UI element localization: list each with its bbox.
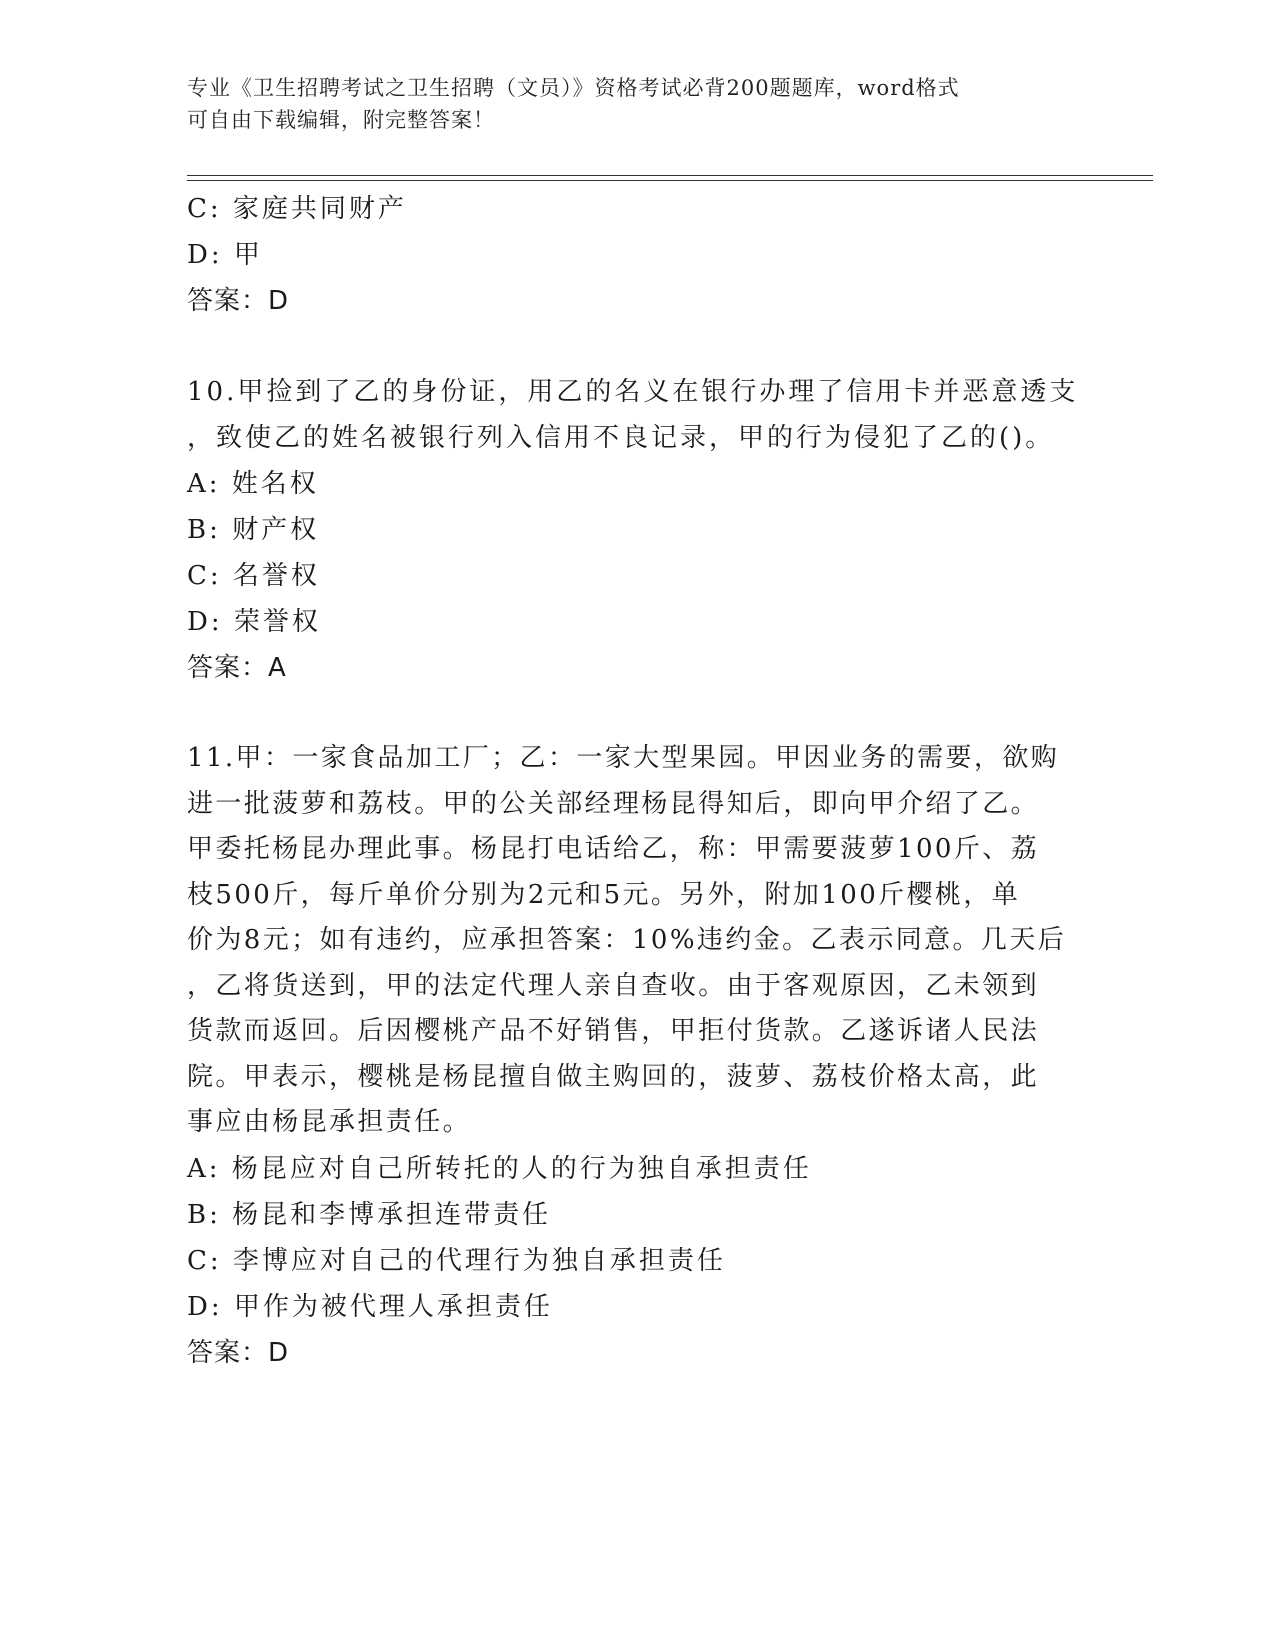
question-10-option-c: C: 名誉权 <box>187 561 320 591</box>
question-11-option-d: D: 甲作为被代理人承担责任 <box>187 1291 553 1322</box>
question-10-stem-line-2: ，致使乙的姓名被银行列入信用不良记录，甲的行为侵犯了乙的()。 <box>187 423 1055 453</box>
header-divider-bottom <box>187 180 1153 181</box>
question-11-option-a: A: 杨昆应对自己所转托的人的行为独自承担责任 <box>187 1153 812 1184</box>
question-11-stem-line-9: 事应由杨昆承担责任。 <box>187 1107 472 1137</box>
header-title-line-2: 可自由下载编辑，附完整答案！ <box>187 108 495 132</box>
question-10-stem-line-1: 10.甲捡到了乙的身份证，用乙的名义在银行办理了信用卡并恶意透支 <box>187 377 1079 407</box>
question-9-answer: 答案：D <box>187 286 290 316</box>
page-header <box>187 72 1067 136</box>
question-10-answer: 答案：A <box>187 653 287 683</box>
question-11-option-c: C: 李博应对自己的代理行为独自承担责任 <box>187 1245 726 1276</box>
header-title-line-1: 专业《卫生招聘考试之卫生招聘（文员）》资格考试必背200题题库，word格式 <box>187 76 960 100</box>
question-11 <box>187 736 1067 1376</box>
question-11-stem-line-3: 甲委托杨昆办理此事。杨昆打电话给乙，称：甲需要菠萝100斤、荔 <box>187 834 1040 864</box>
question-10 <box>187 369 1079 691</box>
question-9-tail <box>187 186 1067 324</box>
question-10-option-a: A: 姓名权 <box>187 469 319 499</box>
question-11-option-b: B: 杨昆和李博承担连带责任 <box>187 1199 552 1230</box>
question-content <box>187 186 1079 1376</box>
question-10-option-d: D: 荣誉权 <box>187 607 321 637</box>
question-11-stem-line-2: 进一批菠萝和荔枝。甲的公关部经理杨昆得知后，即向甲介绍了乙。 <box>187 788 1040 819</box>
spacer <box>187 691 1067 736</box>
question-11-stem-line-8: 院。甲表示，樱桃是杨昆擅自做主购回的，菠萝、荔枝价格太高，此 <box>187 1061 1040 1092</box>
question-9-option-c: C: 家庭共同财产 <box>187 194 407 224</box>
question-11-stem-line-1: 11.甲：一家食品加工厂；乙：一家大型果园。甲因业务的需要，欲购 <box>187 743 1060 773</box>
question-11-answer: 答案：D <box>187 1337 290 1368</box>
question-11-stem-line-5: 价为8元；如有违约，应承担答案：10%违约金。乙表示同意。几天后 <box>187 925 1067 955</box>
question-11-stem-line-6: ，乙将货送到，甲的法定代理人亲自查收。由于客观原因，乙未领到 <box>187 970 1040 1001</box>
header-divider-top <box>187 175 1153 176</box>
question-9-option-d: D: 甲 <box>187 240 263 270</box>
spacer <box>187 324 1067 369</box>
question-11-stem-line-4: 枝500斤，每斤单价分别为2元和5元。另外，附加100斤樱桃，单 <box>187 879 1021 910</box>
question-11-stem-line-7: 货款而返回。后因樱桃产品不好销售，甲拒付货款。乙遂诉诸人民法 <box>187 1016 1040 1046</box>
question-10-option-b: B: 财产权 <box>187 515 320 545</box>
